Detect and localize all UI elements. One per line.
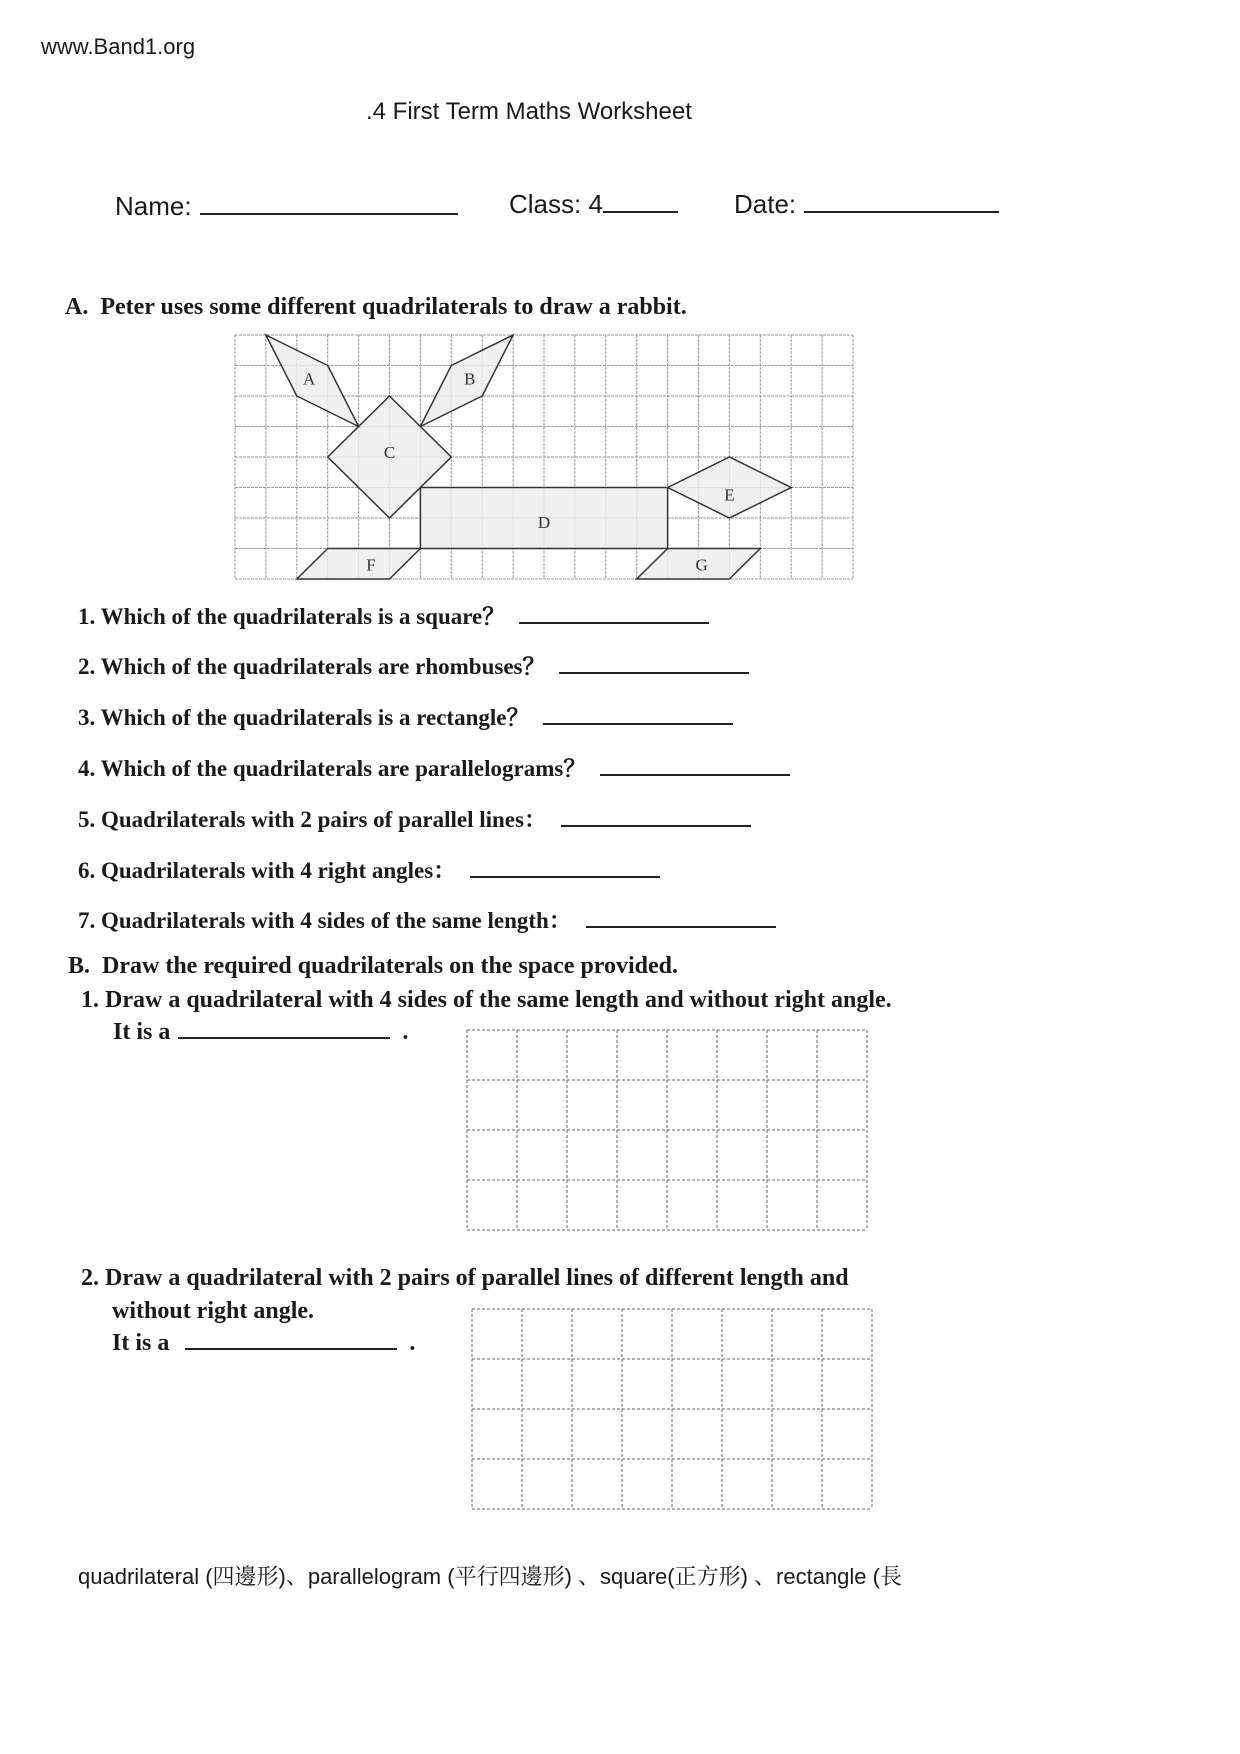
question-text: Quadrilaterals with 4 sides of the same length：	[101, 908, 572, 933]
question-text: Which of the quadrilaterals are parallelograms？	[100, 756, 587, 781]
b-q2-answer[interactable]	[112, 1330, 415, 1357]
b-q2-num: 2.	[81, 1265, 99, 1291]
b-q1-text: Draw a quadrilateral with 4 sides of the same length and without right angle.	[105, 987, 892, 1013]
question-number: 7.	[78, 908, 96, 933]
class-label: Class: 4	[509, 189, 603, 219]
section-a-text: Peter uses some different quadrilaterals to draw a rabbit.	[100, 294, 687, 320]
rabbit-figure	[235, 335, 855, 583]
section-a-heading	[65, 294, 687, 321]
shape-label: B	[464, 369, 476, 389]
date-label: Date:	[734, 189, 797, 219]
name-blank[interactable]	[200, 213, 458, 215]
question-number: 2.	[78, 654, 96, 679]
b-question-1	[81, 987, 892, 1014]
drawing-grid-2[interactable]	[472, 1309, 872, 1509]
glossary-footer: quadrilateral (四邊形)、parallelogram (平行四邊形) 、square(正方形) 、rectangle (長	[78, 1564, 902, 1589]
question-7	[78, 902, 776, 935]
question-1	[78, 598, 709, 631]
shape-label: A	[303, 369, 316, 389]
section-b-letter: B.	[68, 953, 91, 979]
question-text: Which of the quadrilaterals is a square？	[100, 604, 506, 629]
question-number: 3.	[78, 705, 96, 730]
answer-blank[interactable]	[543, 723, 733, 725]
question-number: 1.	[78, 604, 96, 629]
section-b-heading	[68, 953, 678, 980]
site-url: www.Band1.org	[41, 34, 196, 59]
shape-label: D	[537, 513, 551, 533]
b-question-2	[81, 1265, 849, 1292]
class-field[interactable]	[509, 189, 678, 220]
question-number: 5.	[78, 807, 96, 832]
b-q2-blank[interactable]	[185, 1348, 397, 1350]
b-q2-prefix: It is a	[112, 1330, 170, 1356]
question-3	[78, 699, 733, 732]
b-q2-text-2: without right angle.	[112, 1298, 315, 1324]
answer-blank[interactable]	[470, 876, 660, 878]
shape-label: F	[366, 555, 376, 575]
question-2	[78, 648, 749, 681]
question-6	[78, 852, 660, 885]
question-number: 6.	[78, 858, 96, 883]
question-number: 4.	[78, 756, 96, 781]
question-text: Quadrilaterals with 4 right angles：	[101, 858, 457, 883]
class-blank[interactable]	[603, 211, 678, 213]
date-field[interactable]	[734, 189, 999, 220]
question-4	[78, 750, 790, 783]
b-q1-period: .	[402, 1019, 409, 1045]
shape-label: E	[724, 485, 735, 505]
name-label: Name:	[115, 191, 192, 221]
b-q1-num: 1.	[81, 987, 99, 1013]
question-text: Quadrilaterals with 2 pairs of parallel lines：	[101, 807, 547, 832]
drawing-grid-1[interactable]	[467, 1030, 867, 1230]
date-blank[interactable]	[804, 211, 999, 213]
shape-f	[297, 549, 421, 580]
answer-blank[interactable]	[586, 926, 776, 928]
b-q1-answer[interactable]	[113, 1019, 408, 1046]
b-q1-prefix: It is a	[113, 1019, 171, 1045]
b-q2-period: .	[409, 1330, 416, 1356]
shape-label: G	[695, 555, 708, 575]
b-q1-blank[interactable]	[178, 1037, 390, 1039]
name-field[interactable]	[115, 191, 458, 222]
section-b-text: Draw the required quadrilaterals on the space provided.	[102, 953, 679, 979]
answer-blank[interactable]	[559, 672, 749, 674]
shape-label: C	[383, 442, 396, 462]
answer-blank[interactable]	[600, 774, 790, 776]
b-q2-text: Draw a quadrilateral with 2 pairs of parallel lines of different length and	[105, 1265, 849, 1291]
answer-blank[interactable]	[519, 622, 709, 624]
question-text: Which of the quadrilaterals are rhombuses？	[100, 654, 546, 679]
section-a-letter: A.	[65, 294, 89, 320]
question-5	[78, 801, 751, 834]
answer-blank[interactable]	[561, 825, 751, 827]
question-text: Which of the quadrilaterals is a rectangle？	[100, 705, 530, 730]
worksheet-title: .4 First Term Maths Worksheet	[366, 98, 692, 125]
